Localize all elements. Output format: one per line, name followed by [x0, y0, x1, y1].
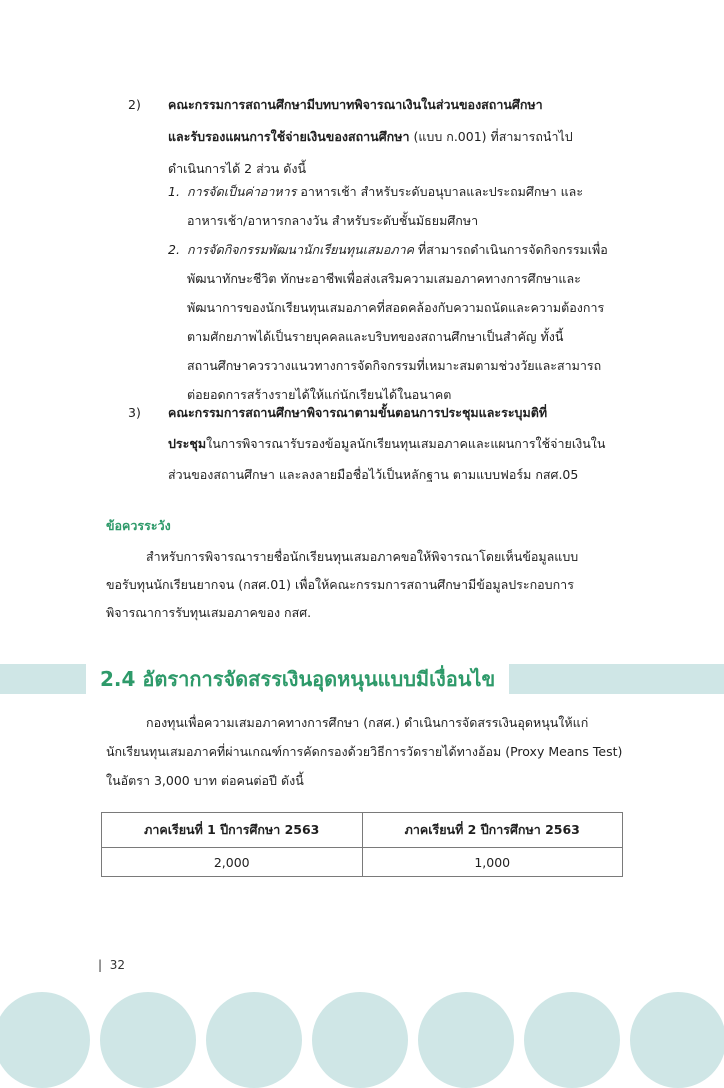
sub-item-2-italic: การจัดกิจกรรมพัฒนานักเรียนทุนเสมอภาค: [187, 242, 414, 257]
caution-line: พิจารณาการรับทุนเสมอภาคของ กสศ.: [106, 605, 312, 620]
sub-item-1-italic: การจัดเป็นค่าอาหาร: [187, 184, 297, 199]
decorative-circle: [100, 992, 196, 1088]
caution-line: ขอรับทุนนักเรียนยากจน (กสศ.01) เพื่อให้คณะกรรมการสถานศึกษามีข้อมูลประกอบการ: [106, 577, 574, 592]
sub-item-1-number: 1.: [168, 184, 180, 199]
item-2-line-1: คณะกรรมการสถานศึกษามีบทบาทพิจารณาเงินในส่วนของสถานศึกษา: [168, 97, 543, 112]
sub-item-1-rest: อาหารเช้า สำหรับระดับอนุบาลและประถมศึกษา และ: [296, 184, 584, 199]
sub-item-1: [187, 177, 583, 235]
page-separator: |: [98, 958, 103, 972]
sub-item-2-line: สถานศึกษาควรวางแนวทางการจัดกิจกรรมที่เหมาะสมตามช่วงวัยและสามารถ: [187, 358, 602, 373]
sub-item-2: [187, 235, 608, 409]
table-cell-semester-2: 1,000: [362, 848, 623, 877]
item-2-number: 2): [128, 97, 141, 112]
item-2-line-3: ดำเนินการได้ 2 ส่วน ดังนี้: [168, 161, 307, 176]
decorative-circle: [0, 992, 90, 1088]
item-2-line-2-bold: และรับรองแผนการใช้จ่ายเงินของสถานศึกษา: [168, 129, 410, 144]
decorative-circle: [418, 992, 514, 1088]
caution-body: [106, 543, 578, 627]
sub-item-2-line: ตามศักยภาพได้เป็นรายบุคคลและบริบทของสถานศึกษาเป็นสำคัญ ทั้งนี้: [187, 329, 564, 344]
decorative-circle: [312, 992, 408, 1088]
intro-line: ในอัตรา 3,000 บาท ต่อคนต่อปี ดังนี้: [106, 773, 304, 788]
page-number: [98, 958, 125, 972]
table-header-semester-2: ภาคเรียนที่ 2 ปีการศึกษา 2563: [362, 813, 623, 848]
intro-line: นักเรียนทุนเสมอภาคที่ผ่านเกณฑ์การคัดกรองด้วยวิธีการวัดรายได้ทางอ้อม (Proxy Means Test): [106, 744, 623, 759]
section-title: 2.4 อัตราการจัดสรรเงินอุดหนุนแบบมีเงื่อนไข: [86, 658, 509, 700]
sub-item-1-line-2: อาหารเช้า/อาหารกลางวัน สำหรับระดับชั้นมัธยมศึกษา: [187, 213, 479, 228]
item-2-line-2-rest: (แบบ ก.001) ที่สามารถนำไป: [409, 129, 573, 144]
sub-item-2-line: พัฒนาการของนักเรียนทุนเสมอภาคที่สอดคล้องกับความถนัดและความต้องการ: [187, 300, 605, 315]
table-header-row: [102, 813, 623, 848]
item-3: [168, 397, 605, 490]
table-row: [102, 848, 623, 877]
item-3-line-2-rest: ในการพิจารณารับรองข้อมูลนักเรียนทุนเสมอภาคและแผนการใช้จ่ายเงินใน: [206, 436, 606, 451]
item-3-line-2-bold: ประชุม: [168, 436, 207, 451]
item-3-number: 3): [128, 405, 141, 420]
item-3-line-1: คณะกรรมการสถานศึกษาพิจารณาตามขั้นตอนการประชุมและระบุมติที่: [168, 405, 548, 420]
decorative-circle: [524, 992, 620, 1088]
sub-item-2-rest: ที่สามารถดำเนินการจัดกิจกรรมเพื่อ: [414, 242, 608, 257]
item-2-body: [168, 89, 573, 185]
decorative-circle: [206, 992, 302, 1088]
table-header-semester-1: ภาคเรียนที่ 1 ปีการศึกษา 2563: [102, 813, 363, 848]
sub-item-2-line: พัฒนาทักษะชีวิต ทักษะอาชีพเพื่อส่งเสริมความเสมอภาคทางการศึกษาและ: [187, 271, 581, 286]
intro-paragraph: [106, 708, 622, 795]
sub-item-2-number: 2.: [168, 242, 180, 257]
sub-item-2-line: ต่อยอดการสร้างรายได้ให้แก่นักเรียนได้ในอนาคต: [187, 387, 452, 402]
caution-line: สำหรับการพิจารณารายชื่อนักเรียนทุนเสมอภาคขอให้พิจารณาโดยเห็นข้อมูลแบบ: [146, 549, 579, 564]
item-3-line-2: [168, 428, 605, 459]
sub-item-1-line-1: [187, 177, 583, 206]
decorative-circle: [630, 992, 724, 1088]
page-number-value: 32: [109, 958, 125, 972]
item-2: [128, 89, 141, 121]
sub-item-2-line-1: [187, 235, 608, 264]
item-2-line-2: [168, 121, 573, 153]
allocation-table: [101, 812, 623, 877]
caution-title: ข้อควรระวัง: [106, 518, 171, 533]
intro-line: กองทุนเพื่อความเสมอภาคทางการศึกษา (กสศ.) ดำเนินการจัดสรรเงินอุดหนุนให้แก่: [146, 715, 589, 730]
item-3-line-3: ส่วนของสถานศึกษา และลงลายมือชื่อไว้เป็นหลักฐาน ตามแบบฟอร์ม กสศ.05: [168, 467, 579, 482]
table-cell-semester-1: 2,000: [102, 848, 363, 877]
